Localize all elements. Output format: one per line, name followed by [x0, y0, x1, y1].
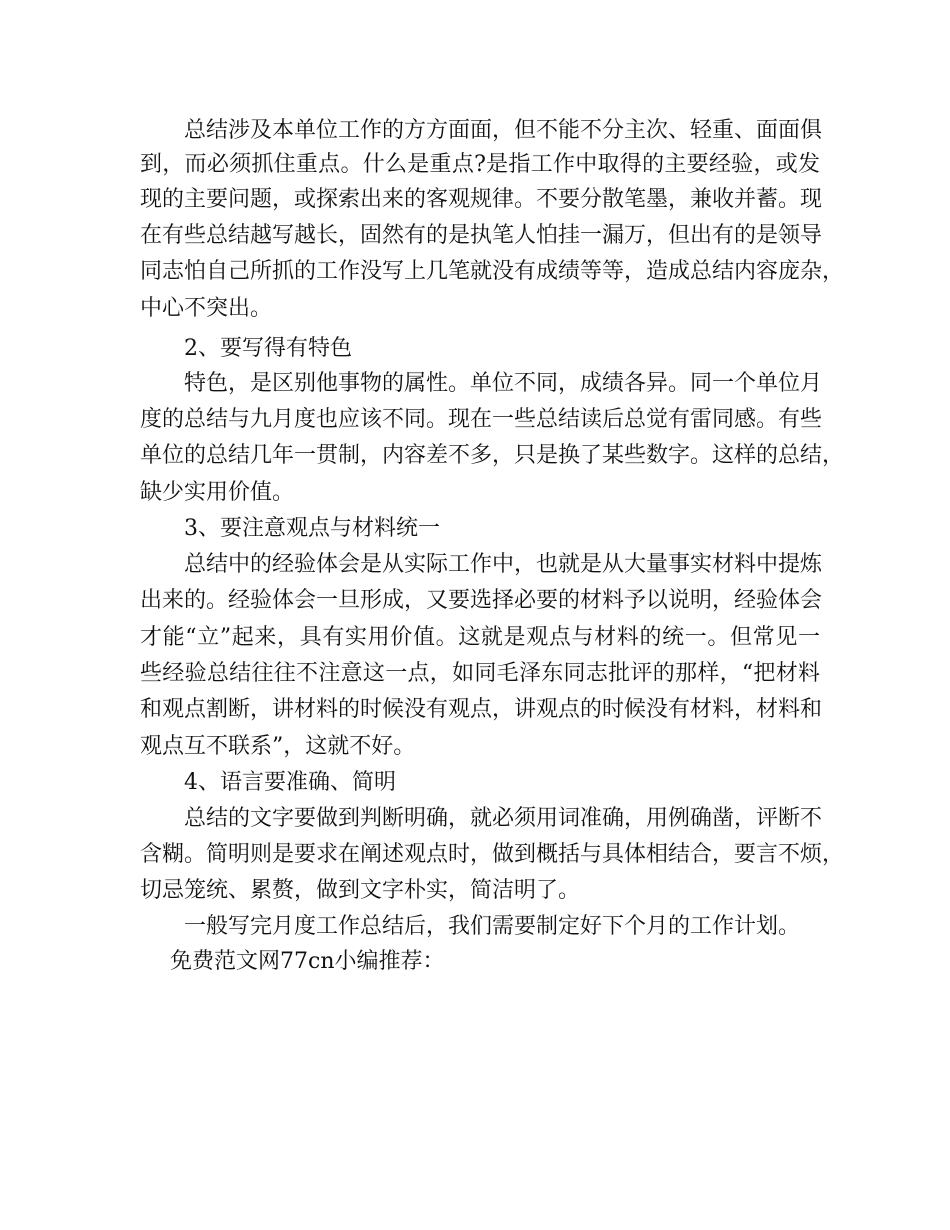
paragraph-2-line-2: 度的总结与九月度也应该不同。现在一些总结读后总觉有雷同感。有些	[140, 407, 823, 432]
section-heading-4: 4、语言要准确、简明	[184, 770, 396, 795]
closing-line: 一般写完月度工作总结后，我们需要制定好下个月的工作计划。	[184, 914, 801, 939]
paragraph-1-line-5: 同志怕自己所抓的工作没写上几笔就没有成绩等等，造成总结内容庞杂，	[140, 259, 845, 284]
paragraph-2-line-3: 单位的总结几年一贯制，内容差不多，只是换了某些数字。这样的总结，	[140, 443, 845, 468]
paragraph-4-line-2: 含糊。简明则是要求在阐述观点时，做到概括与具体相结合，要言不烦，	[140, 842, 845, 867]
section-heading-3: 3、要注意观点与材料统一	[184, 516, 440, 541]
recommend-line: 免费范文网77cn小编推荐：	[170, 949, 445, 974]
paragraph-1-line-6: 中心不突出。	[140, 296, 273, 321]
paragraph-1-line-3: 现的主要问题，或探索出来的客观规律。不要分散笔墨，兼收并蓄。现	[140, 187, 823, 212]
paragraph-3-line-4: 些经验总结往往不注意这一点，如同毛泽东同志批评的那样，“把材料	[140, 661, 820, 686]
paragraph-3-line-2: 出来的。经验体会一旦形成，又要选择必要的材料予以说明，经验体会	[140, 588, 823, 613]
paragraph-3-line-1: 总结中的经验体会是从实际工作中，也就是从大量事实材料中提炼	[184, 552, 823, 577]
paragraph-1-line-2: 到，而必须抓住重点。什么是重点?是指工作中取得的主要经验，或发	[140, 152, 820, 177]
paragraph-2-line-1: 特色，是区别他事物的属性。单位不同，成绩各异。同一个单位月	[184, 371, 823, 396]
paragraph-3-line-5: 和观点割断，讲材料的时候没有观点，讲观点的时候没有材料，材料和	[140, 697, 823, 722]
paragraph-1-line-4: 在有些总结越写越长，固然有的是执笔人怕挂一漏万，但出有的是领导	[140, 223, 823, 248]
section-heading-2: 2、要写得有特色	[184, 336, 352, 361]
paragraph-3-line-6: 观点互不联系”，这就不好。	[140, 734, 416, 759]
paragraph-1-line-1: 总结涉及本单位工作的方方面面，但不能不分主次、轻重、面面俱	[184, 118, 823, 143]
paragraph-4-line-3: 切忌笼统、累赘，做到文字朴实，简洁明了。	[140, 878, 581, 903]
paragraph-2-line-4: 缺少实用价值。	[140, 480, 295, 505]
paragraph-4-line-1: 总结的文字要做到判断明确，就必须用词准确，用例确凿，评断不	[184, 806, 823, 831]
paragraph-3-line-3: 才能“立”起来，具有实用价值。这就是观点与材料的统一。但常见一	[140, 625, 820, 650]
